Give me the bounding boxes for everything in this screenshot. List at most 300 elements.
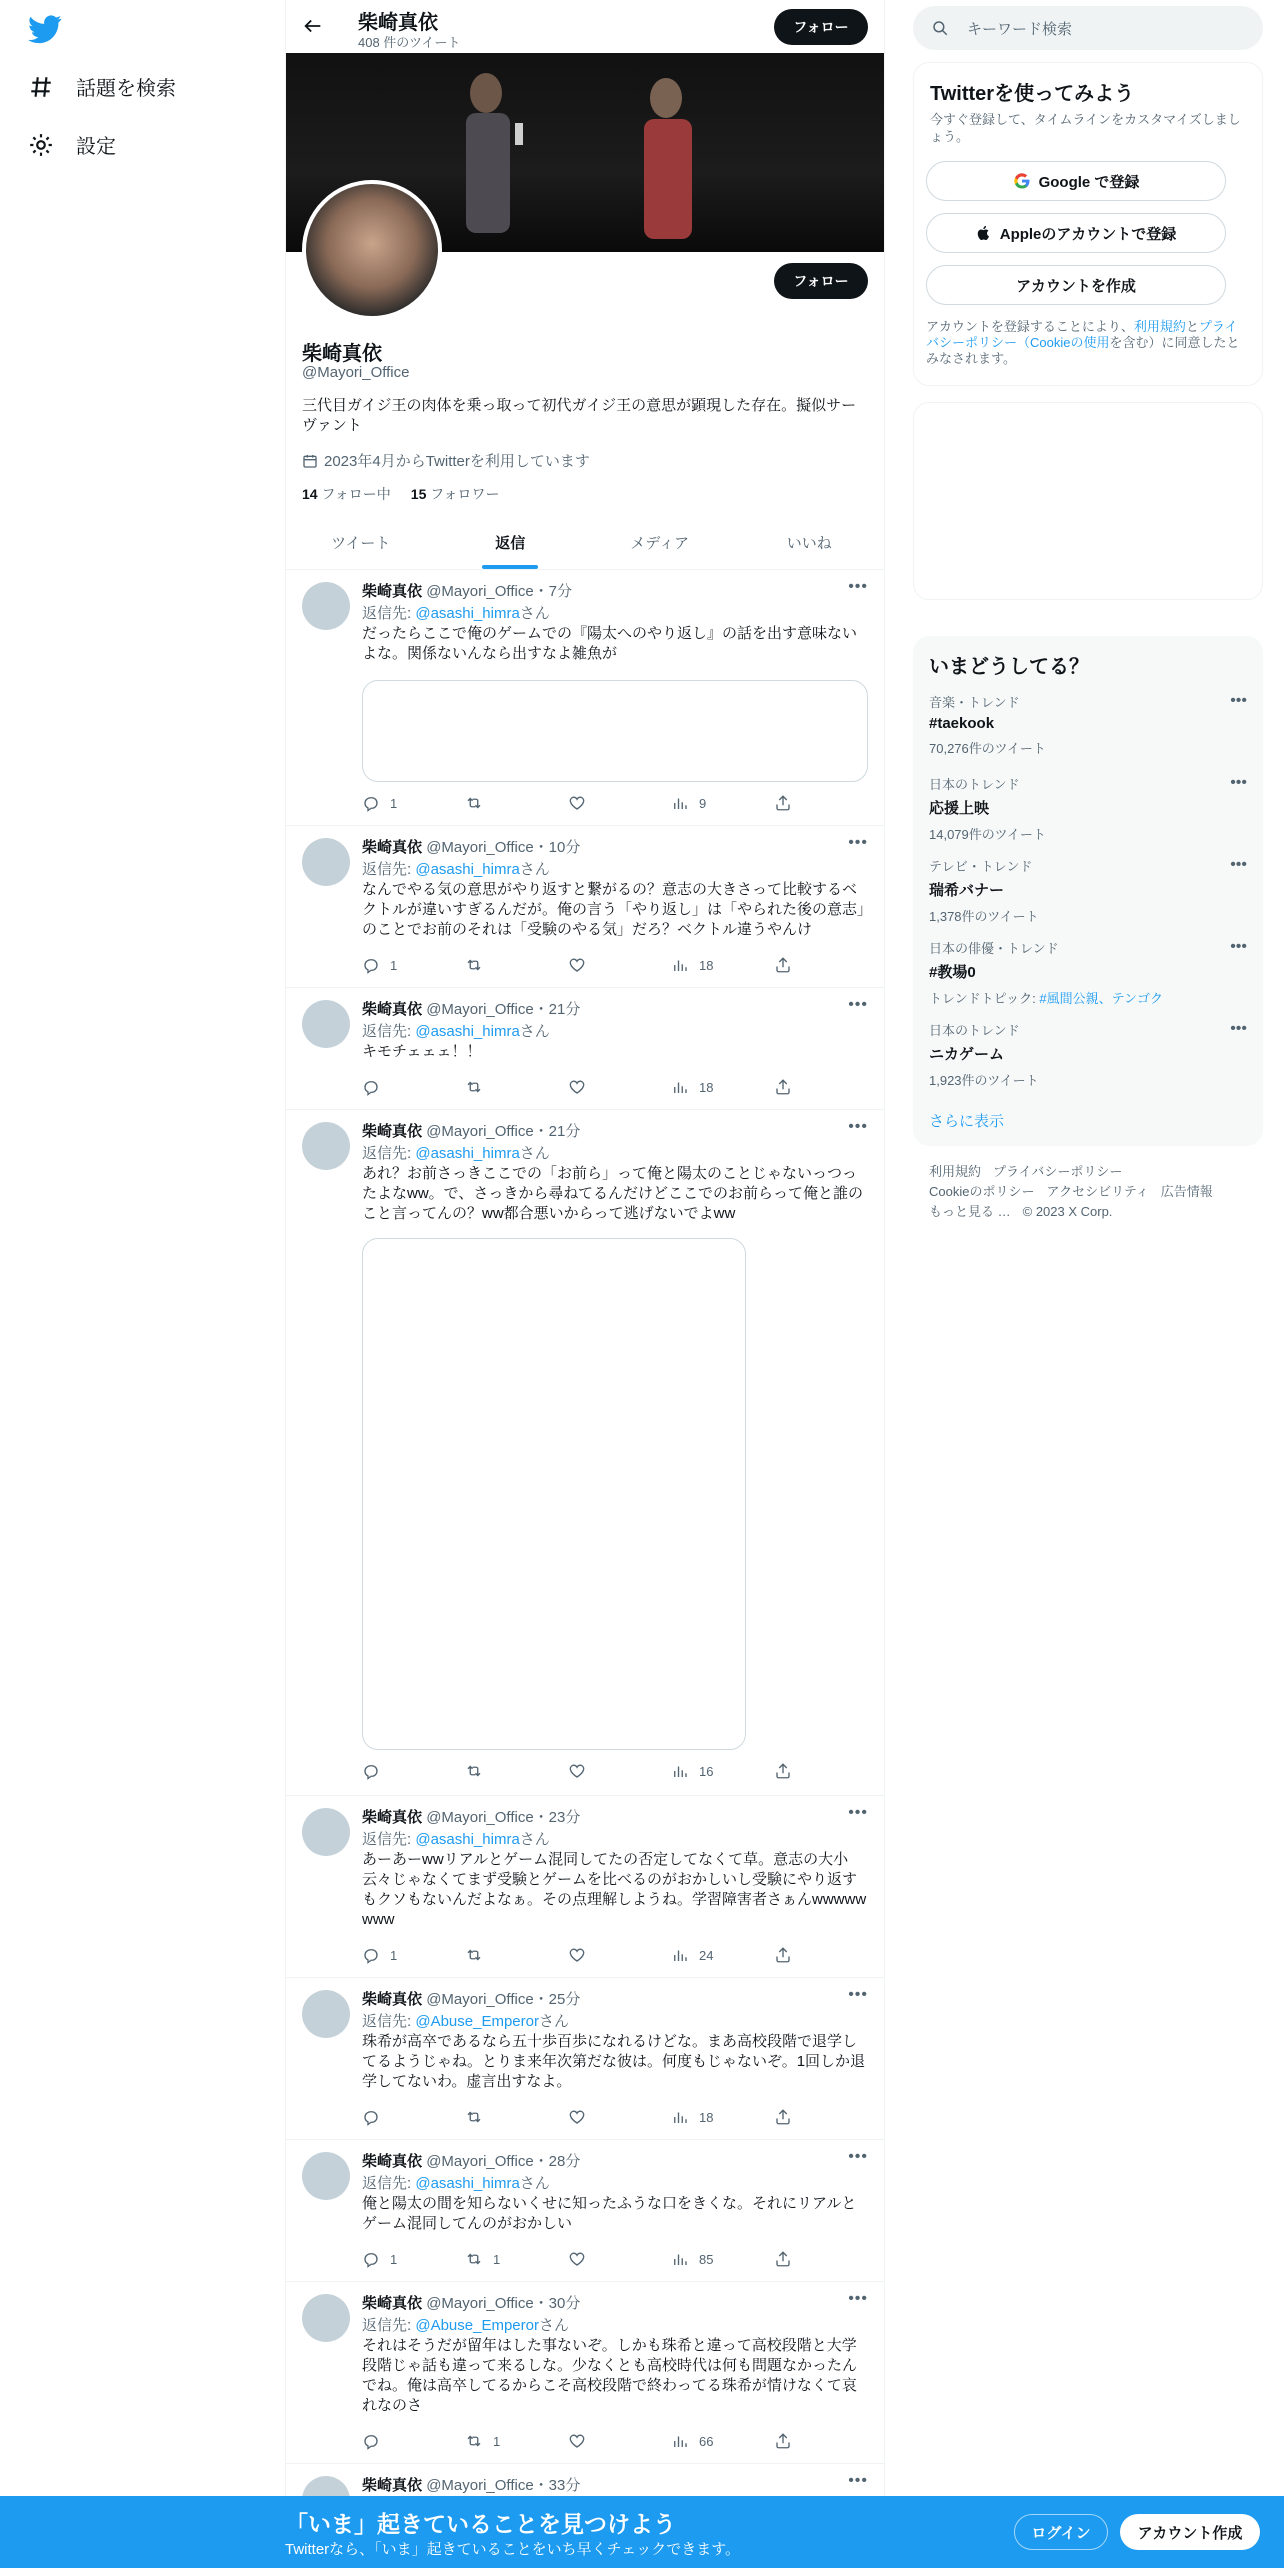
tweet-author-name[interactable]: 柴崎真依 xyxy=(362,1809,423,1826)
trend-item[interactable] xyxy=(929,938,1247,1007)
more-options-icon[interactable]: ••• xyxy=(848,996,868,1013)
share-icon xyxy=(774,1078,792,1096)
reply-icon xyxy=(362,2108,380,2126)
footer-ads[interactable]: 広告情報 xyxy=(1160,1184,1213,1199)
trend-item[interactable] xyxy=(929,856,1247,925)
tweet-author-name[interactable]: 柴崎真依 xyxy=(362,2153,423,2170)
more-options-icon[interactable]: ••• xyxy=(848,1804,868,1821)
tweet-author-name[interactable]: 柴崎真依 xyxy=(362,1123,423,1140)
heart-icon xyxy=(568,1946,586,1964)
signup-button[interactable]: アカウント作成 xyxy=(1120,2514,1260,2550)
tweet-time[interactable]: ・23分 xyxy=(533,1809,581,1826)
retweet-icon xyxy=(465,794,483,812)
retweet-icon xyxy=(465,1078,483,1096)
heart-icon xyxy=(568,2108,586,2126)
hashtag-icon xyxy=(28,74,54,100)
replies-count: 1 xyxy=(390,795,398,811)
trend-name: 応援上映 xyxy=(929,800,990,817)
retweet-button[interactable] xyxy=(465,2432,545,2450)
tweet-author-handle[interactable]: @Mayori_Office xyxy=(426,1123,534,1140)
views-count: 24 xyxy=(699,1947,714,1963)
tweet[interactable] xyxy=(286,1796,884,1978)
tweet-header xyxy=(362,580,572,601)
retweet-button[interactable] xyxy=(465,1946,545,1964)
tweet-author-name[interactable]: 柴崎真依 xyxy=(362,2477,423,2494)
retweet-icon xyxy=(465,2108,483,2126)
views-button[interactable] xyxy=(671,2250,751,2268)
reply-icon xyxy=(362,1078,380,1096)
views-button[interactable] xyxy=(671,2108,751,2126)
tweet-author-name[interactable]: 柴崎真依 xyxy=(362,839,423,856)
tweet-actions xyxy=(362,2432,792,2450)
reply-to-suffix: さん xyxy=(538,2013,569,2030)
reply-icon xyxy=(362,1762,380,1780)
reply-button[interactable] xyxy=(362,956,442,974)
more-options-icon[interactable]: ••• xyxy=(1230,938,1247,955)
tweet-header xyxy=(362,2292,580,2313)
footer-accessibility[interactable]: アクセシビリティ xyxy=(1046,1184,1149,1199)
reply-button[interactable] xyxy=(362,2250,442,2268)
reply-to-suffix: さん xyxy=(519,1023,550,1040)
footer-links xyxy=(929,1162,1249,1222)
heart-icon xyxy=(568,1762,586,1780)
share-button[interactable] xyxy=(774,2432,792,2450)
tweet-text: あれ？お前さっきここでの「お前ら」って俺と陽太のことじゃないっつったよなww。で、さっきから尋ねてるんだけどここでのお前らって俺と誰のこと言ってんの？ww都合悪いからって逃げないでよww xyxy=(362,1165,863,1222)
google-signup-button[interactable] xyxy=(926,161,1226,201)
more-options-icon[interactable]: ••• xyxy=(848,834,868,851)
tweet-author-handle[interactable]: @Mayori_Office xyxy=(426,583,534,600)
reply-icon xyxy=(362,2250,380,2268)
tweet-author-handle[interactable]: @Mayori_Office xyxy=(426,1809,534,1826)
views-chart-icon xyxy=(671,1946,689,1964)
header-follow-button[interactable]: フォロー xyxy=(774,9,868,45)
tweet-header xyxy=(362,836,580,857)
trend-name: ニカゲーム xyxy=(929,1046,1005,1063)
nav-settings[interactable] xyxy=(28,130,116,159)
trend-item[interactable] xyxy=(929,1020,1247,1089)
reply-to-line xyxy=(362,602,550,623)
retweet-icon xyxy=(465,956,483,974)
tweet-actions xyxy=(362,2108,792,2126)
reply-to-prefix: 返信先: xyxy=(362,605,416,622)
reply-to-suffix: さん xyxy=(519,861,550,878)
share-icon xyxy=(774,956,792,974)
trends-card xyxy=(913,636,1263,1146)
tweet-actions xyxy=(362,1762,792,1780)
google-signup-label: Google で登録 xyxy=(1038,173,1140,191)
footer-more[interactable]: もっと見る … xyxy=(929,1204,1011,1219)
more-options-icon[interactable]: ••• xyxy=(1230,692,1247,709)
search-box[interactable] xyxy=(913,6,1263,50)
reply-to-suffix: さん xyxy=(519,1831,550,1848)
tweet-time[interactable]: ・33分 xyxy=(533,2477,581,2494)
trend-name: #taekook xyxy=(929,715,995,732)
reply-to-suffix: さん xyxy=(519,1145,550,1162)
heart-icon xyxy=(568,1078,586,1096)
more-options-icon[interactable]: ••• xyxy=(848,2148,868,2165)
reply-to-handle[interactable]: @Abuse_Emperor xyxy=(415,2317,539,2334)
tweet-time[interactable]: ・10分 xyxy=(533,839,581,856)
profile-joined-text: 2023年4月からTwitterを利用しています xyxy=(324,453,590,470)
header-tweet-count: 408 件のツイート xyxy=(358,35,461,50)
reply-to-suffix: さん xyxy=(519,605,550,622)
tweet-author-handle[interactable]: @Mayori_Office xyxy=(426,1991,534,2008)
retweet-button[interactable] xyxy=(465,2108,545,2126)
more-options-icon[interactable]: ••• xyxy=(848,578,868,595)
views-button[interactable] xyxy=(671,2432,751,2450)
share-icon xyxy=(774,794,792,812)
reply-to-handle[interactable]: @asashi_himra xyxy=(415,1023,520,1040)
create-account-button[interactable]: アカウントを作成 xyxy=(926,265,1226,305)
bottom-signup-bar xyxy=(0,2496,1284,2568)
tweet-avatar[interactable] xyxy=(302,1990,350,2038)
tweet-actions xyxy=(362,956,792,974)
left-nav xyxy=(0,0,285,2568)
profile-handle: @Mayori_Office xyxy=(302,364,410,381)
trend-category: 日本のトレンド xyxy=(929,777,1020,792)
share-button[interactable] xyxy=(774,794,792,812)
views-chart-icon xyxy=(671,1078,689,1096)
views-count: 66 xyxy=(699,2433,714,2449)
trend-count: 1,923件のツイート xyxy=(929,1073,1039,1088)
reply-to-line xyxy=(362,858,550,879)
reply-to-prefix: 返信先: xyxy=(362,1145,416,1162)
tweet-avatar[interactable] xyxy=(302,1808,350,1856)
signup-subtitle: 今すぐ登録して、タイムラインをカスタマイズしましょう。 xyxy=(930,112,1241,144)
tweet-text: 俺と陽太の間を知らないくせに知ったふうな口をきくな。それにリアルとゲーム混同してんのがおかしい xyxy=(362,2195,857,2232)
share-button[interactable] xyxy=(774,1946,792,1964)
tweet-header xyxy=(362,1806,580,1827)
views-button[interactable] xyxy=(671,794,751,812)
footer-copyright: © 2023 X Corp. xyxy=(1022,1204,1113,1219)
tweet-header xyxy=(362,2474,580,2495)
reply-to-prefix: 返信先: xyxy=(362,2175,416,2192)
reply-to-line xyxy=(362,2172,550,2193)
reply-to-suffix: さん xyxy=(519,2175,550,2192)
followers-count: 15 xyxy=(410,486,427,502)
reply-button[interactable] xyxy=(362,794,442,812)
like-button[interactable] xyxy=(568,2108,648,2126)
heart-icon xyxy=(568,2250,586,2268)
tweet-author-name[interactable]: 柴崎真依 xyxy=(362,1991,423,2008)
reply-icon xyxy=(362,2432,380,2450)
tweet-avatar[interactable] xyxy=(302,1000,350,1048)
heart-icon xyxy=(568,956,586,974)
tweet-avatar[interactable] xyxy=(302,838,350,886)
views-chart-icon xyxy=(671,794,689,812)
tweet-header xyxy=(362,998,580,1019)
views-count: 16 xyxy=(699,1763,714,1779)
retweet-icon xyxy=(465,2250,483,2268)
tweet-author-name[interactable]: 柴崎真依 xyxy=(362,2295,423,2312)
reply-to-handle[interactable]: @asashi_himra xyxy=(415,861,520,878)
tweet[interactable] xyxy=(286,2282,884,2464)
profile-header xyxy=(286,0,884,53)
share-icon xyxy=(774,1946,792,1964)
reply-to-handle[interactable]: @asashi_himra xyxy=(415,2175,520,2192)
tweet-time[interactable]: ・7分 xyxy=(533,583,573,600)
tweet-author-handle[interactable]: @Mayori_Office xyxy=(426,2295,534,2312)
tab-tweets[interactable]: ツイート xyxy=(331,535,391,552)
retweet-button[interactable] xyxy=(465,1762,545,1780)
views-button[interactable] xyxy=(671,1078,751,1096)
tweet[interactable] xyxy=(286,1978,884,2140)
retweet-icon xyxy=(465,2432,483,2450)
tweet-avatar[interactable] xyxy=(302,1122,350,1170)
legal-privacy-link[interactable]: プライバシーポリシー（Cookieの使用 xyxy=(926,319,1238,350)
retweets-count: 1 xyxy=(493,2433,501,2449)
legal-terms-link[interactable]: 利用規約 xyxy=(1133,319,1186,334)
trend-topics xyxy=(929,988,1247,1007)
tweet-avatar[interactable] xyxy=(302,582,350,630)
tweet-time[interactable]: ・21分 xyxy=(533,1001,581,1018)
views-chart-icon xyxy=(671,956,689,974)
following-label: フォロー中 xyxy=(321,486,391,502)
reply-to-line xyxy=(362,2314,569,2335)
twitter-bird-icon[interactable] xyxy=(28,12,62,46)
footer-cookie[interactable]: Cookieのポリシー xyxy=(929,1184,1035,1199)
tweet-header xyxy=(362,1988,580,2009)
profile-follow-button[interactable]: フォロー xyxy=(774,263,868,299)
tweet[interactable] xyxy=(286,2140,884,2282)
tweet-time[interactable]: ・30分 xyxy=(533,2295,581,2312)
trends-title: いまどうしてる？ xyxy=(929,656,1089,678)
footer-privacy[interactable]: プライバシーポリシー xyxy=(993,1164,1123,1179)
share-icon xyxy=(774,1762,792,1780)
more-options-icon[interactable]: ••• xyxy=(1230,856,1247,873)
header-profile-name: 柴崎真依 xyxy=(358,12,438,34)
search-icon xyxy=(931,19,949,37)
reply-to-prefix: 返信先: xyxy=(362,1023,416,1040)
tweet-author-name[interactable]: 柴崎真依 xyxy=(362,583,423,600)
trend-topics-prefix: トレンドトピック: xyxy=(929,991,1040,1006)
share-button[interactable] xyxy=(774,1762,792,1780)
tab-replies[interactable]: 返信 xyxy=(436,516,586,569)
reply-to-handle[interactable]: @asashi_himra xyxy=(415,605,520,622)
tweet-author-handle[interactable]: @Mayori_Office xyxy=(426,1001,534,1018)
views-count: 18 xyxy=(699,1079,714,1095)
tweet-time[interactable]: ・28分 xyxy=(533,2153,581,2170)
empty-widget xyxy=(913,402,1263,600)
views-chart-icon xyxy=(671,1762,689,1780)
like-button[interactable] xyxy=(568,2432,648,2450)
tweet-header xyxy=(362,2150,580,2171)
tweet-author-handle[interactable]: @Mayori_Office xyxy=(426,2477,534,2494)
trend-count: 1,378件のツイート xyxy=(929,909,1039,924)
bottom-bar-title: 「いま」起きていることを見つけよう xyxy=(285,2511,676,2537)
profile-avatar[interactable] xyxy=(302,180,442,320)
tweet-text: だったらここで俺のゲームでの『陽太へのやり返し』の話を出す意味ないよな。関係ないんなら出すなよ雑魚が xyxy=(362,625,858,662)
profile-name: 柴崎真依 xyxy=(302,343,382,365)
like-button[interactable] xyxy=(568,794,648,812)
retweets-count: 1 xyxy=(493,2251,501,2267)
heart-icon xyxy=(568,2432,586,2450)
tweet-text: なんでやる気の意思がやり返すと繋がるの？意志の大きさって比較するベクトルが違いすぎるんだが。俺の言う「やり返し」は「やられた後の意志」のことでお前のそれは「受験のやる気」だろ？ベクトル違うやんけ xyxy=(362,881,865,938)
reply-to-handle[interactable]: @asashi_himra xyxy=(415,1145,520,1162)
trend-count: 14,079件のツイート xyxy=(929,827,1046,842)
profile-bio: 三代目ガイジ王の肉体を乗っ取って初代ガイジ王の意思が顕現した存在。擬似サーヴァント xyxy=(302,397,857,434)
more-options-icon[interactable]: ••• xyxy=(1230,774,1247,791)
tweet-media[interactable] xyxy=(362,680,868,782)
views-count: 18 xyxy=(699,957,714,973)
reply-to-line xyxy=(362,1828,550,1849)
bottom-bar-subtitle: Twitterなら、「いま」起きていることをいち早くチェックできます。 xyxy=(285,2541,741,2558)
reply-icon xyxy=(362,794,380,812)
reply-button[interactable] xyxy=(362,2432,442,2450)
reply-to-handle[interactable]: @Abuse_Emperor xyxy=(415,2013,539,2030)
followers-label: フォロワー xyxy=(430,486,500,502)
share-icon xyxy=(774,2250,792,2268)
following-link[interactable] xyxy=(302,484,391,504)
tweet-avatar[interactable] xyxy=(302,2294,350,2342)
reply-to-prefix: 返信先: xyxy=(362,861,416,878)
reply-to-line xyxy=(362,2010,569,2031)
back-arrow-icon[interactable] xyxy=(302,15,324,37)
reply-button[interactable] xyxy=(362,1762,442,1780)
nav-explore[interactable] xyxy=(28,72,176,101)
views-count: 9 xyxy=(699,795,707,811)
more-options-icon[interactable]: ••• xyxy=(848,2290,868,2307)
trend-category: 日本のトレンド xyxy=(929,1023,1020,1038)
legal-pre: アカウントを登録することにより、 xyxy=(926,319,1134,334)
apple-signup-label: Appleのアカウントで登録 xyxy=(999,225,1177,243)
trend-category: テレビ・トレンド xyxy=(929,859,1033,874)
reply-to-suffix: さん xyxy=(538,2317,569,2334)
reply-to-prefix: 返信先: xyxy=(362,1831,416,1848)
views-button[interactable] xyxy=(671,956,751,974)
like-button[interactable] xyxy=(568,956,648,974)
tweet-author-name[interactable]: 柴崎真依 xyxy=(362,1001,423,1018)
replies-count: 1 xyxy=(390,1947,398,1963)
signup-legal xyxy=(926,319,1246,367)
tweet-text: それはそうだが留年はした事ないぞ。しかも珠希と違って高校段階と大学段階じゃ話も違って来るしな。少なくとも高校時代は何も問題なかったんでね。俺は高卒してるからこそ高校段階で終わってる珠希が情けなくて哀れなのさ xyxy=(362,2337,858,2414)
tweet-actions xyxy=(362,794,792,812)
trend-item[interactable] xyxy=(929,774,1247,843)
tweet-author-handle[interactable]: @Mayori_Office xyxy=(426,839,534,856)
reply-to-line xyxy=(362,1020,550,1041)
views-count: 18 xyxy=(699,2109,714,2125)
more-options-icon[interactable]: ••• xyxy=(848,1986,868,2003)
more-options-icon[interactable]: ••• xyxy=(848,2472,868,2489)
nav-explore-label: 話題を検索 xyxy=(76,78,176,100)
tweet-actions xyxy=(362,2250,792,2268)
tweet[interactable] xyxy=(286,988,884,1110)
profile-tabs xyxy=(286,516,884,570)
retweet-button[interactable] xyxy=(465,956,545,974)
tab-likes[interactable]: いいね xyxy=(786,535,832,552)
reply-to-handle[interactable]: @asashi_himra xyxy=(415,1831,520,1848)
tab-media[interactable]: メディア xyxy=(630,535,690,552)
tweet-actions xyxy=(362,1078,792,1096)
trend-item[interactable] xyxy=(929,692,1247,757)
views-button[interactable] xyxy=(671,1946,751,1964)
search-placeholder[interactable]: キーワード検索 xyxy=(967,20,1073,38)
reply-to-line xyxy=(362,1142,550,1163)
share-button[interactable] xyxy=(774,956,792,974)
more-options-icon[interactable]: ••• xyxy=(848,1118,868,1135)
reply-icon xyxy=(362,956,380,974)
trend-name: 瑞希バナー xyxy=(929,882,1005,899)
views-count: 85 xyxy=(699,2251,714,2267)
tweet[interactable] xyxy=(286,826,884,988)
followers-link[interactable] xyxy=(411,484,500,504)
apple-signup-button[interactable] xyxy=(926,213,1226,253)
footer-terms[interactable]: 利用規約 xyxy=(929,1164,982,1179)
tweet[interactable] xyxy=(286,1110,884,1796)
google-icon xyxy=(1013,172,1031,190)
profile-stats xyxy=(302,484,500,504)
replies-count: 1 xyxy=(390,2251,398,2267)
retweet-button[interactable] xyxy=(465,794,545,812)
views-chart-icon xyxy=(671,2432,689,2450)
views-chart-icon xyxy=(671,2250,689,2268)
legal-post: を含む）に同意したとみなされます。 xyxy=(926,335,1240,366)
following-count: 14 xyxy=(302,486,318,502)
tweet-text: あーあーwwリアルとゲーム混同してたの否定してなくて草。意志の大小云々じゃなくてまず受験とゲームを比べるのがおかしいし受験にやり返すもクソもないんだよなぁ。その点理解しようね。学習障害者さぁんwwwwwwww xyxy=(362,1851,867,1928)
share-button[interactable] xyxy=(774,1078,792,1096)
trend-category: 音楽・トレンド xyxy=(929,695,1020,710)
reply-button[interactable] xyxy=(362,1946,442,1964)
trend-name: #教場0 xyxy=(929,964,976,981)
reply-to-prefix: 返信先: xyxy=(362,2317,416,2334)
trend-count: 70,276件のツイート xyxy=(929,741,1046,756)
views-button[interactable] xyxy=(671,1762,751,1780)
gear-icon xyxy=(28,132,54,158)
tweet-time[interactable]: ・25分 xyxy=(533,1991,581,2008)
reply-to-prefix: 返信先: xyxy=(362,2013,416,2030)
login-button[interactable]: ログイン xyxy=(1014,2514,1108,2550)
retweet-button[interactable] xyxy=(465,1078,545,1096)
like-button[interactable] xyxy=(568,1078,648,1096)
replies-count: 1 xyxy=(390,957,398,973)
profile-joined xyxy=(302,450,590,471)
show-more-link[interactable]: さらに表示 xyxy=(929,1113,1005,1130)
tweet[interactable] xyxy=(286,570,884,826)
apple-icon xyxy=(976,224,992,242)
like-button[interactable] xyxy=(568,1762,648,1780)
signup-title: Twitterを使ってみよう xyxy=(930,83,1135,105)
share-button[interactable] xyxy=(774,2250,792,2268)
tweet-header xyxy=(362,1120,580,1141)
main-column xyxy=(285,0,885,2568)
reply-button[interactable] xyxy=(362,1078,442,1096)
share-button[interactable] xyxy=(774,2108,792,2126)
trend-topics-links[interactable]: #風間公親、テンゴク xyxy=(1039,991,1163,1006)
signup-card xyxy=(913,62,1263,386)
retweet-button[interactable] xyxy=(465,2250,545,2268)
tweet-author-handle[interactable]: @Mayori_Office xyxy=(426,2153,534,2170)
tweet-avatar[interactable] xyxy=(302,2152,350,2200)
calendar-icon xyxy=(302,453,318,469)
like-button[interactable] xyxy=(568,1946,648,1964)
more-options-icon[interactable]: ••• xyxy=(1230,1020,1247,1037)
tweet-text: キモチェェェ！！ xyxy=(362,1043,482,1060)
tweet-media[interactable] xyxy=(362,1238,746,1750)
retweet-icon xyxy=(465,1762,483,1780)
trend-category: 日本の俳優・トレンド xyxy=(929,941,1059,956)
share-icon xyxy=(774,2432,792,2450)
retweet-icon xyxy=(465,1946,483,1964)
tweet-time[interactable]: ・21分 xyxy=(533,1123,581,1140)
heart-icon xyxy=(568,794,586,812)
legal-and: と xyxy=(1185,319,1199,334)
like-button[interactable] xyxy=(568,2250,648,2268)
share-icon xyxy=(774,2108,792,2126)
views-chart-icon xyxy=(671,2108,689,2126)
nav-settings-label: 設定 xyxy=(76,136,116,158)
tweet-actions xyxy=(362,1946,792,1964)
reply-button[interactable] xyxy=(362,2108,442,2126)
